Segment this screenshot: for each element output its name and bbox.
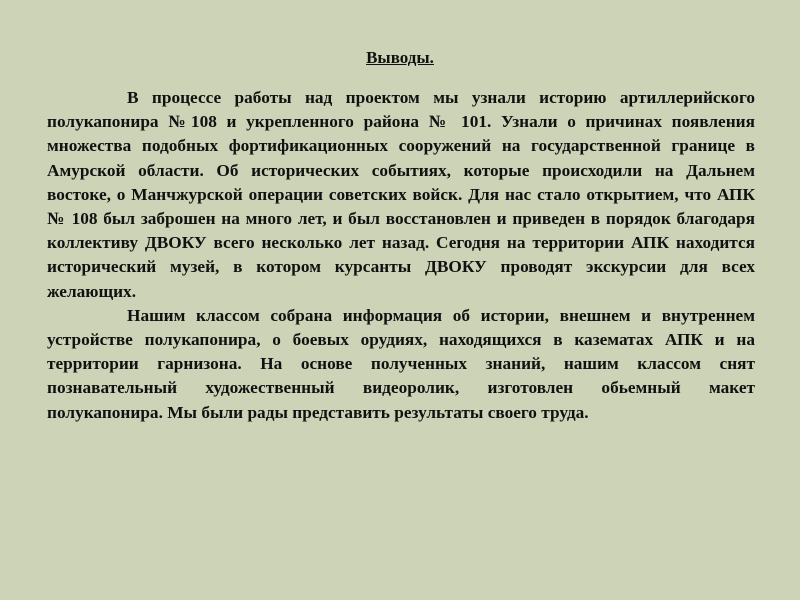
paragraph-2: Нашим классом собрана информация об истории, внешнем и внутреннем устройстве полукапонира, о боевых орудиях, находящихся в казематах АПК и на территории гарнизона. На основе полученных знаний, нашим классом снят познавательный художественный видеоролик, изготовлен обьемный макет полукапонира. Мы были рады представить результаты своего труда. (47, 305, 755, 422)
paragraph-1: В процессе работы над проектом мы узнали историю артиллерийского полукапонира №108 и укрепленного района № 101. Узнали о причинах появления множества подобных фортификационных сооружений на государственной границе в Амурской области. Об исторических событиях, которые происходили на Дальнем востоке, о Манчжурской операции советских войск. Для нас стало открытием, что АПК № 108 был заброшен на много лет, и был восстановлен и приведен в порядок благодаря коллективу ДВОКУ всего несколько лет назад. Сегодня на территории АПК находится исторический музей, в котором курсанты ДВОКУ проводят экскурсии для всех желающих. (47, 88, 755, 301)
conclusion-text (47, 86, 755, 425)
slide-title: Выводы. (366, 48, 434, 67)
